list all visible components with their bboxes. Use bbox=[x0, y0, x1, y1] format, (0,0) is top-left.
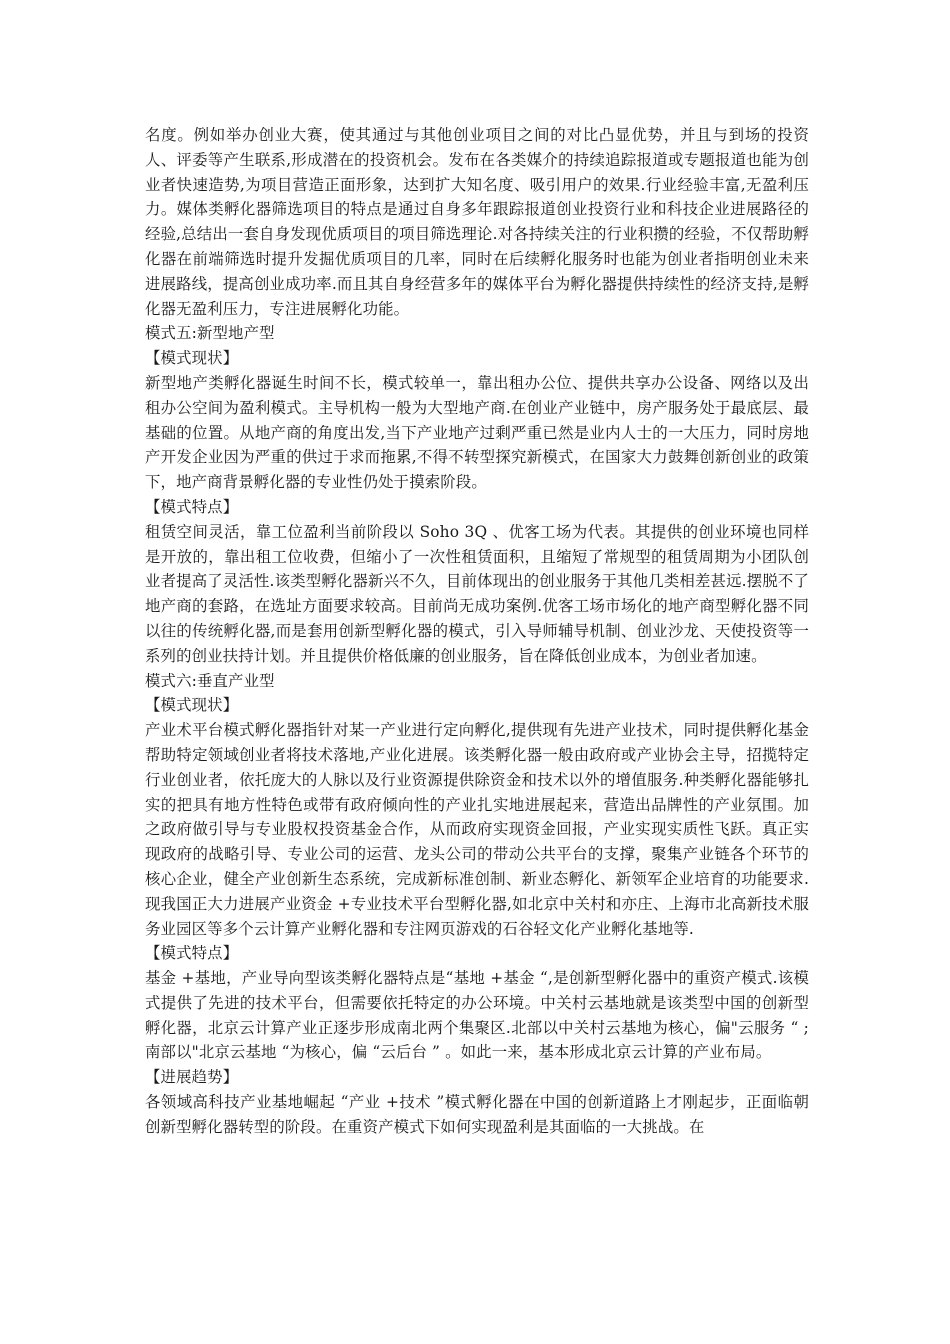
label-mode-features: 【模式特点】 bbox=[145, 944, 239, 963]
heading-mode-six: 模式六:垂直产业型 bbox=[145, 671, 275, 690]
document-page bbox=[145, 123, 809, 1140]
label-mode-features: 【模式特点】 bbox=[145, 497, 239, 516]
paragraph-mode-six-features: 基金 +基地，产业导向型该类孵化器特点是“基地 +基金 “,是创新型孵化器中的重资产模式.该模式提供了先进的技术平台，但需要依托特定的办公环境。中关村云基地就是该类型中国的创新型孵化器，北京云计算产业正逐步形成南北两个集聚区.北部以中关村云基地为核心，偏"云服务 “ ; 南部以"北京云基地 “为核心，偏 “云后台 ” 。如此一来，基本形成北京云计算的产业布局。 bbox=[145, 969, 809, 1062]
heading-mode-five: 模式五:新型地产型 bbox=[145, 324, 275, 343]
label-mode-status: 【模式现状】 bbox=[145, 349, 239, 368]
paragraph-development-trend: 各领域高科技产业基地崛起 “产业 +技术 ”模式孵化器在中国的创新道路上才刚起步，正面临朝创新型孵化器转型的阶段。在重资产模式下如何实现盈利是其面临的一大挑战。在 bbox=[145, 1093, 809, 1136]
paragraph-media-incubator: 名度。例如举办创业大赛，使其通过与其他创业项目之间的对比凸显优势，并且与到场的投资人、评委等产生联系,形成潜在的投资机会。发布在各类媒介的持续追踪报道或专题报道也能为创业者快速造势,为项目营造正面形象，达到扩大知名度、吸引用户的效果.行业经验丰富,无盈利压力。媒体类孵化器筛选项目的特点是通过自身多年跟踪报道创业投资行业和科技企业进展路径的经验,总结出一套自身发现优质项目的项目筛选理论.对各持续关注的行业积攒的经验，不仅帮助孵化器在前端筛选时提升发掘优质项目的几率，同时在后续孵化服务时也能为创业者指明创业未来进展路线，提高创业成功率.而且其自身经营多年的媒体平台为孵化器提供持续性的经济支持,是孵化器无盈利压力，专注进展孵化功能。 bbox=[145, 126, 809, 318]
label-development-trend: 【进展趋势】 bbox=[145, 1068, 239, 1087]
paragraph-mode-six-status: 产业术平台模式孵化器指针对某一产业进行定向孵化,提供现有先进产业技术，同时提供孵化基金帮助特定领域创业者将技术落地,产业化进展。该类孵化器一般由政府或产业协会主导，招揽特定行业创业者，依托庞大的人脉以及行业资源提供除资金和技术以外的增值服务.种类孵化器能够扎实的把具有地方性特色或带有政府倾向性的产业扎实地进展起来，营造出品牌性的产业氛围。加之政府做引导与专业股权投资基金合作，从而政府实现资金回报，产业实现实质性飞跃。真正实现政府的战略引导、专业公司的运营、龙头公司的带动公共平台的支撑，聚集产业链各个环节的核心企业，健全产业创新生态系统，完成新标准创制、新业态孵化、新领军企业培育的功能要求.现我国正大力进展产业资金 +专业技术平台型孵化器,如北京中关村和亦庄、上海市北高新技术服务业园区等多个云计算产业孵化器和专注网页游戏的石谷轻文化产业孵化基地等. bbox=[145, 721, 809, 938]
paragraph-mode-five-status: 新型地产类孵化器诞生时间不长，模式较单一，靠出租办公位、提供共享办公设备、网络以及出租办公空间为盈利模式。主导机构一般为大型地产商.在创业产业链中，房产服务处于最底层、最基础的位置。从地产商的角度出发,当下产业地产过剩严重已然是业内人士的一大压力，同时房地产开发企业因为严重的供过于求而拖累,不得不转型探究新模式，在国家大力鼓舞创新创业的政策下，地产商背景孵化器的专业性仍处于摸索阶段。 bbox=[145, 373, 809, 492]
paragraph-mode-five-features: 租赁空间灵活，靠工位盈利当前阶段以 Soho 3Q 、优客工场为代表。其提供的创业环境也同样是开放的，靠出租工位收费，但缩小了一次性租赁面积，且缩短了常规型的租赁周期为小团队创业者提高了灵活性.该类型孵化器新兴不久，目前体现出的创业服务于其他几类相差甚远.摆脱不了地产商的套路，在选址方面要求较高。目前尚无成功案例.优客工场市场化的地产商型孵化器不同以往的传统孵化器,而是套用创新型孵化器的模式，引入导师辅导机制、创业沙龙、天使投资等一系列的创业扶持计划。并且提供价格低廉的创业服务，旨在降低创业成本，为创业者加速。 bbox=[145, 522, 809, 665]
label-mode-status: 【模式现状】 bbox=[145, 696, 239, 715]
